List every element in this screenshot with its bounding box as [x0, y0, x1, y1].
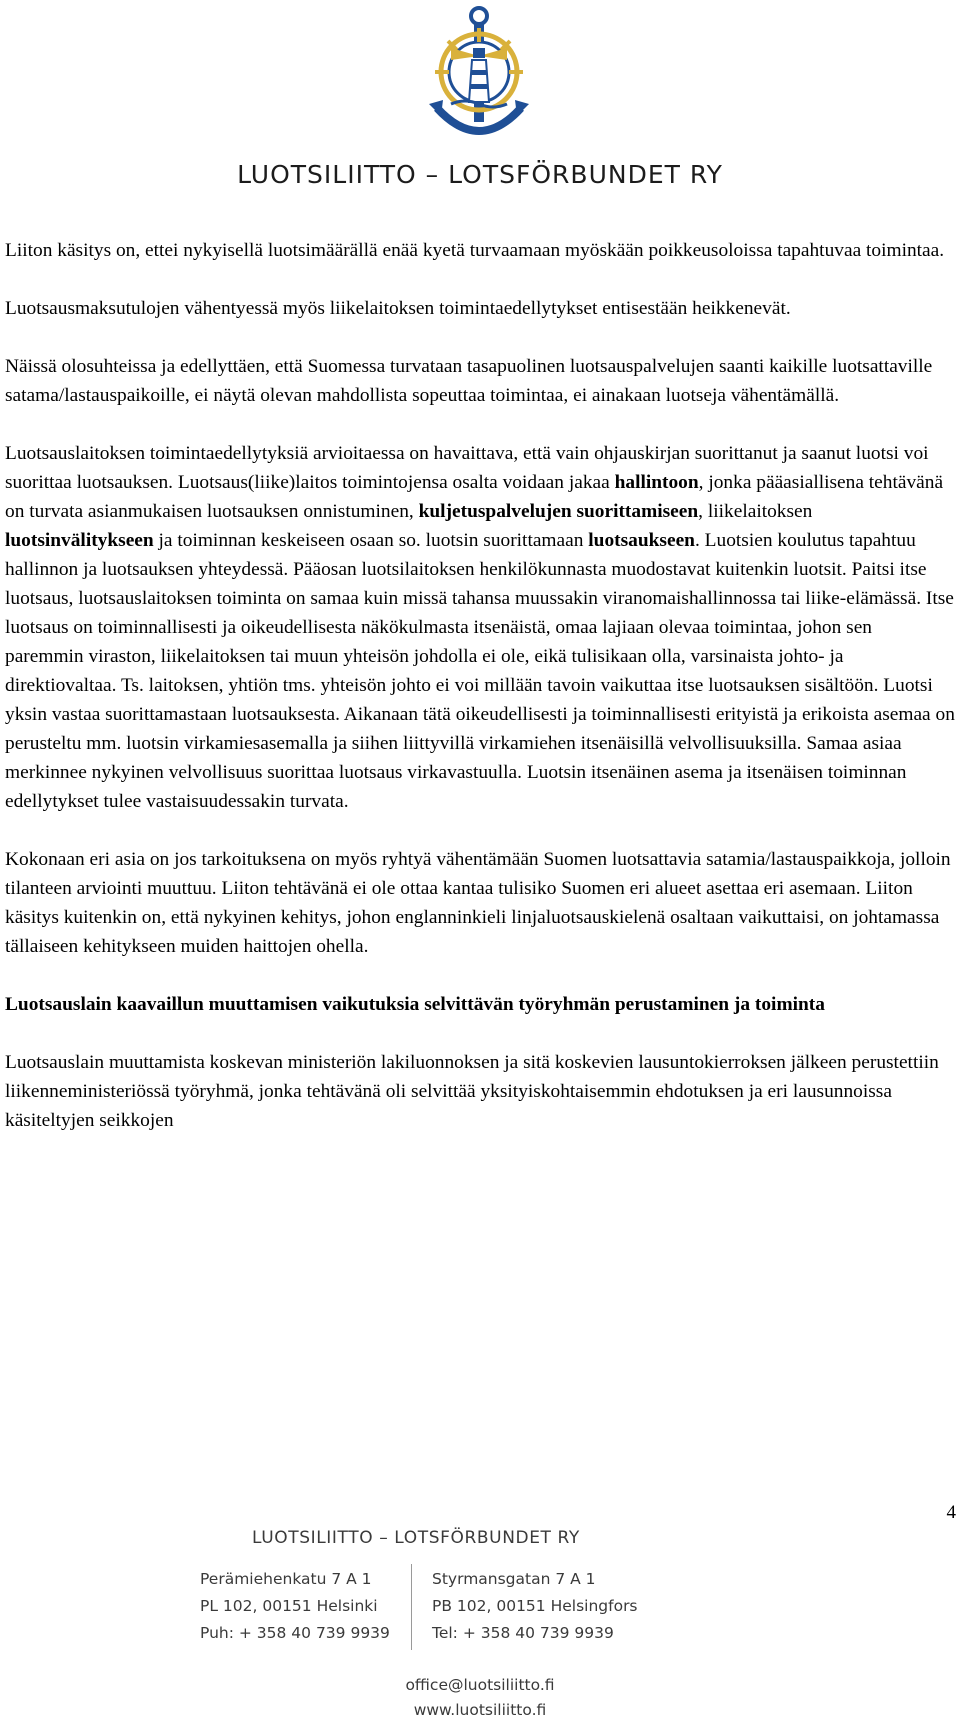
- letterhead-org-name: LUOTSILIITTO – LOTSFÖRBUNDET RY: [237, 160, 723, 189]
- email-link[interactable]: office@luotsiliitto.fi: [405, 1676, 555, 1694]
- bold-term-luotsinvalitykseen: luotsinvälitykseen: [5, 530, 154, 551]
- address-swedish: [432, 1566, 638, 1647]
- footer-org-name: LUOTSILIITTO – LOTSFÖRBUNDET RY: [252, 1528, 580, 1548]
- section-heading: Luotsauslain kaavaillun muuttamisen vaikutuksia selvittävän työryhmän perustaminen ja toiminta: [5, 994, 825, 1015]
- letterhead: [0, 0, 960, 200]
- paragraph: Luotsauslain muuttamista koskevan ministeriön lakiluonnoksen ja sitä koskevien lausuntokierroksen jälkeen perustettiin liikenneministeriössä työryhmä, jonka tehtävänä oli selvittää yksityiskohtaisemmin ehdotuksen ja eri lausunnoissa käsiteltyjen seikkojen: [5, 1052, 939, 1131]
- bold-term-kuljetuspalvelujen: kuljetuspalvelujen suorittamiseen: [418, 501, 699, 522]
- document-body: [5, 236, 955, 1164]
- paragraph: [5, 439, 955, 816]
- paragraph: Näissä olosuhteissa ja edellyttäen, että Suomessa turvataan tasapuolinen luotsauspalvelujen saanti kaikille luotsattaville satama/lastauspaikoille, ei näytä olevan mahdollista sopeuttaa toimintaa, ei ainakaan luotseja vähentämällä.: [5, 356, 933, 406]
- postal-address: PL 102, 00151 Helsinki: [200, 1597, 378, 1615]
- address-finnish: [200, 1566, 390, 1647]
- phone: Tel: + 358 40 739 9939: [432, 1624, 614, 1642]
- paragraph: Kokonaan eri asia on jos tarkoituksena on myös ryhtyä vähentämään Suomen luotsattavia satamia/lastauspaikkoja, jolloin tilanteen arviointi muuttuu. Liiton tehtävänä ei ole ottaa kantaa tulisiko Suomen eri alueet asettaa eri asemaan. Liiton käsitys kuitenkin on, että nykyinen kehitys, johon englanninkieli linjaluotsauskielenä osaltaan vaikuttaisi, on johtamassa tällaiseen kehitykseen muiden haittojen ohella.: [5, 849, 951, 957]
- street: Perämiehenkatu 7 A 1: [200, 1570, 372, 1588]
- lighthouse-anchor-emblem-icon: [429, 4, 529, 152]
- text-run: , jonka pääasiallisena tehtävänä on turvata asianmukaisen luotsauksen onnistuminen,: [5, 472, 944, 522]
- postal-address: PB 102, 00151 Helsingfors: [432, 1597, 638, 1615]
- phone: Puh: + 358 40 739 9939: [200, 1624, 390, 1642]
- page-number: 4: [946, 1502, 956, 1523]
- text-run: Luotsauslaitoksen toimintaedellytyksiä arvioitaessa on havaittava, että vain ohjauskirjan suorittanut ja saanut luotsi voi suorittaa luotsauksen. Luotsaus(liike)laitos toimintojensa osalta voidaan jakaa: [5, 443, 929, 493]
- website-link[interactable]: www.luotsiliitto.fi: [413, 1701, 547, 1719]
- street: Styrmansgatan 7 A 1: [432, 1570, 596, 1588]
- text-run: . Luotsien koulutus tapahtuu hallinnon ja luotsauksen yhteydessä. Pääosan luotsilaitoksen henkilökunnasta muodostavat kuitenkin luotsit. Paitsi itse luotsaus, luotsauslaitoksen toiminta on samaa kuin missä tahansa muussakin viranomaishallinnossa tai liike-elämässä. Itse luotsaus on toiminnallisesti ja oikeudellisesta näkökulmasta itsenäistä, omaa lajiaan olevaa toimintaa, johon sen paremmin viraston, liikelaitoksen tai muun yhteisön johdolla ei ole, eikä tulisikaan olla, varsinaista johto- ja direktiovaltaa. Ts. laitoksen, yhtiön tms. yhteisön johto ei voi millään tavoin vaikuttaa itse luotsauksen sisältöön. Luotsi yksin vastaa suorittamastaan luotsauksesta. Aikanaan tätä oikeudellisesti ja toiminnallisesti erityistä ja erikoista asemaa on perusteltu mm. luotsin virkamiesasemalla ja siihen liittyvillä virkamiehen itsenäisillä velvollisuuksilla. Samaa asiaa merkinnee nykyinen velvollisuus suorittaa luotsaus virkavastuulla. Luotsin itsenäinen asema ja itsenäisen toiminnan edellytykset tulee vastaisuudessakin turvata.: [5, 530, 955, 812]
- paragraph: Liiton käsitys on, ettei nykyisellä luotsimäärällä enää kyetä turvaamaan myöskään poikkeusoloissa tapahtuvaa toimintaa.: [5, 240, 945, 261]
- paragraph: Luotsausmaksutulojen vähentyessä myös liikelaitoksen toimintaedellytykset entisestään heikkenevät.: [5, 298, 791, 319]
- text-run: ja toiminnan keskeiseen osaan so. luotsin suorittamaan: [153, 530, 589, 551]
- divider: [411, 1564, 412, 1650]
- bold-term-hallintoon: hallintoon: [614, 472, 699, 493]
- text-run: , liikelaitoksen: [698, 501, 813, 522]
- bold-term-luotsaukseen: luotsaukseen: [588, 530, 695, 551]
- contact-info: [0, 1673, 960, 1723]
